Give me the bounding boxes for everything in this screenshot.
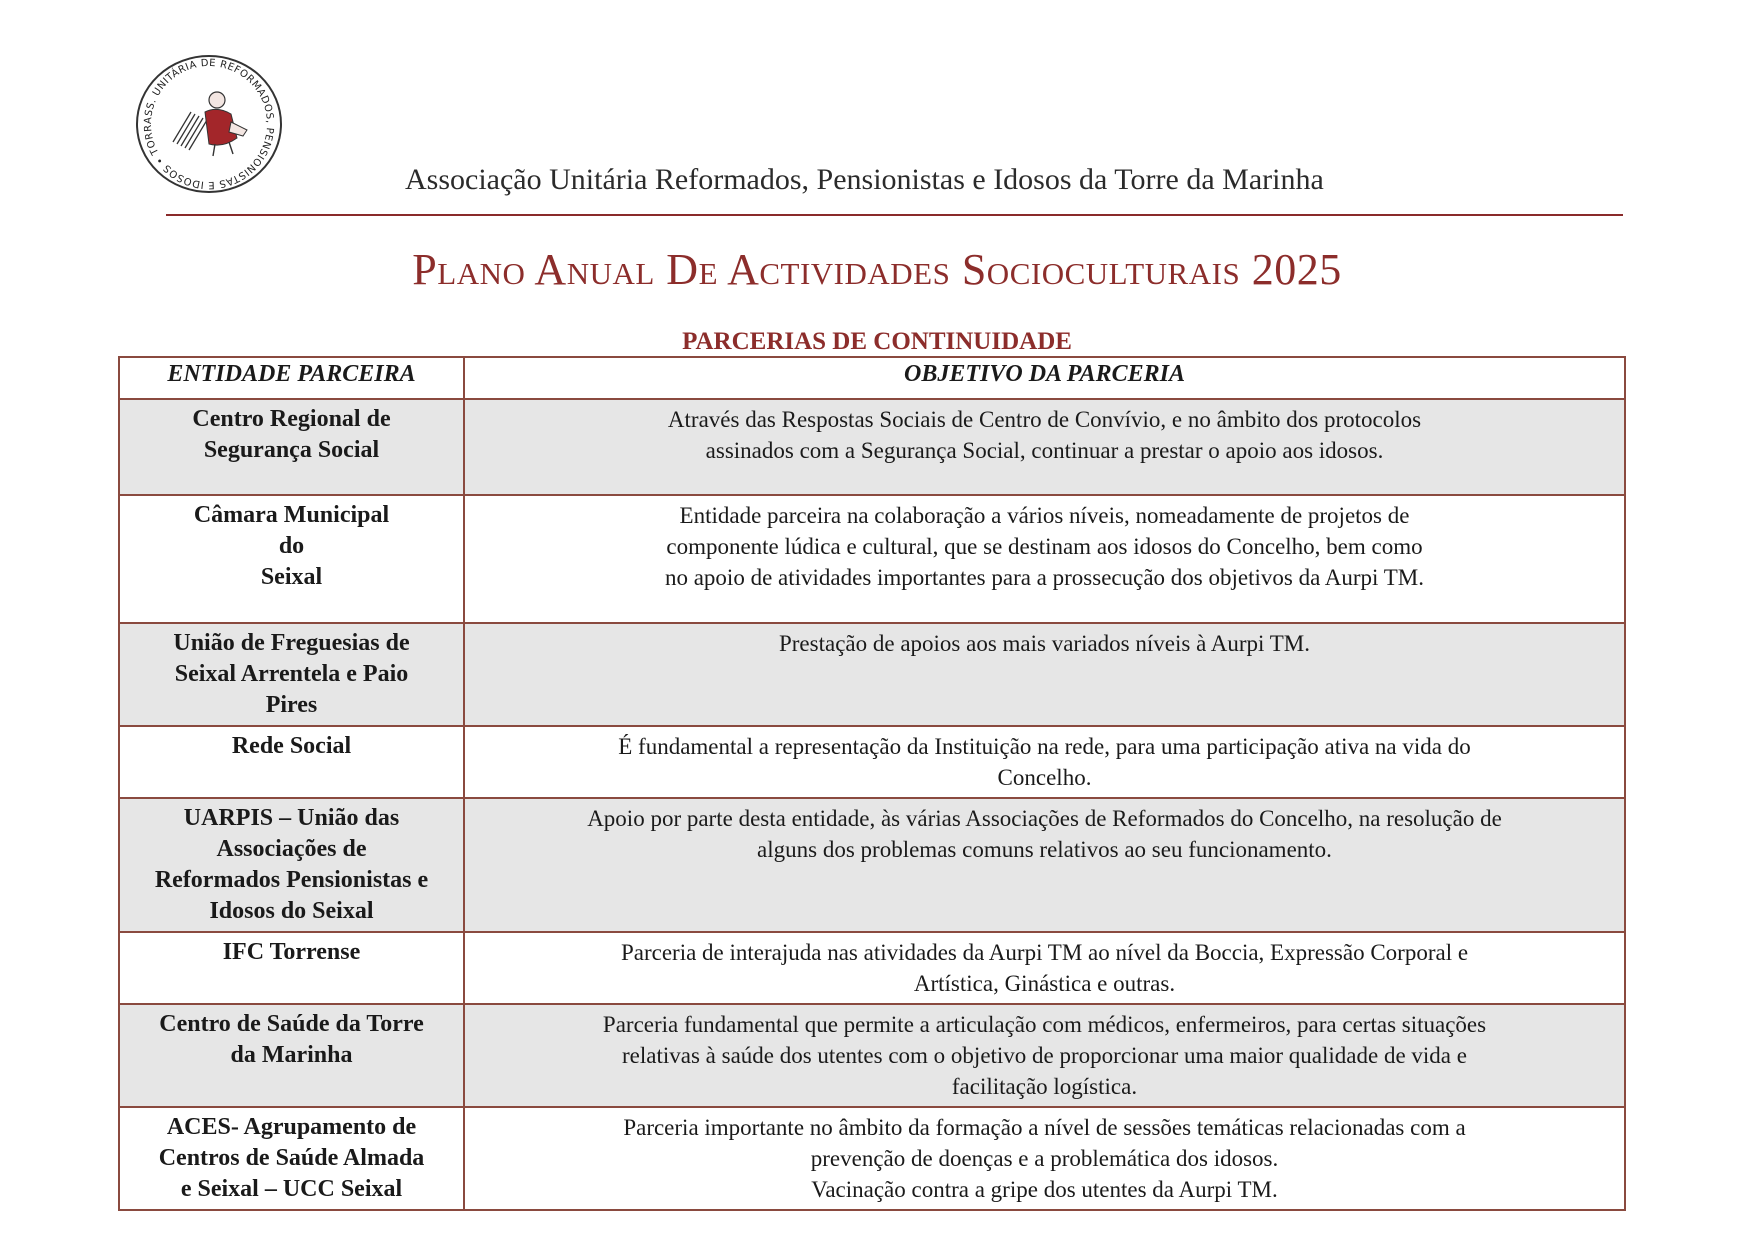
entity-line: Idosos do Seixal <box>209 898 374 924</box>
entity-line: do <box>278 533 305 559</box>
entity-cell <box>119 1107 464 1210</box>
objective-line: Parceria de interajuda nas atividades da Aurpi TM ao nível da Boccia, Expressão Corporal e <box>620 940 1469 965</box>
page-title-year: 2025 <box>1251 245 1342 294</box>
entity-line: Reformados Pensionistas e <box>154 867 429 893</box>
page-title <box>0 244 1754 295</box>
objective-line: Artística, Ginástica e outras. <box>913 971 1176 996</box>
section-title: PARCERIAS DE CONTINUIDADE <box>682 328 1072 355</box>
entity-line: Segurança Social <box>203 437 380 463</box>
table-row <box>119 623 1625 726</box>
entity-line: Câmara Municipal <box>193 502 390 528</box>
objective-cell <box>464 399 1625 495</box>
partnerships-table-body <box>119 399 1625 1210</box>
organization-name: Associação Unitária Reformados, Pensionistas e Idosos da Torre da Marinha <box>405 163 1324 196</box>
objective-line: assinados com a Segurança Social, continuar a prestar o apoio aos idosos. <box>705 438 1384 463</box>
table-row <box>119 932 1625 1004</box>
entity-cell <box>119 399 464 495</box>
entity-cell <box>119 932 464 1004</box>
entity-line: e Seixal – UCC Seixal <box>180 1176 403 1202</box>
entity-cell <box>119 623 464 726</box>
objective-cell <box>464 1004 1625 1107</box>
objective-cell <box>464 798 1625 932</box>
entity-cell <box>119 1004 464 1107</box>
entity-line: Centro Regional de <box>192 406 391 432</box>
entity-line: UARPIS – União das <box>183 805 400 831</box>
objective-line: prevenção de doenças e a problemática dos idosos. <box>810 1146 1279 1171</box>
table-row <box>119 798 1625 932</box>
objective-line: Entidade parceira na colaboração a vários níveis, nomeadamente de projetos de <box>679 503 1410 528</box>
table-header-row <box>119 357 1625 399</box>
entity-line: da Marinha <box>230 1042 353 1068</box>
column-header-objective: OBJETIVO DA PARCERIA <box>464 357 1625 399</box>
objective-line: É fundamental a representação da Instituição na rede, para uma participação ativa na vida do <box>618 734 1471 759</box>
entity-line: ACES- Agrupamento de <box>166 1114 417 1140</box>
objective-line: Através das Respostas Sociais de Centro de Convívio, e no âmbito dos protocolos <box>667 407 1422 432</box>
objective-line: Parceria fundamental que permite a articulação com médicos, enfermeiros, para certas situações <box>602 1012 1487 1037</box>
table-row <box>119 1004 1625 1107</box>
entity-cell <box>119 798 464 932</box>
entity-cell <box>119 495 464 623</box>
table-row <box>119 495 1625 623</box>
logo-ring-text: ASS. UNITÁRIA DE REFORMADOS, PENSIONISTAS E IDOSOS • TORR <box>142 57 276 191</box>
objective-line: Vacinação contra a gripe dos utentes da Aurpi TM. <box>811 1177 1278 1202</box>
entity-line: Pires <box>265 692 318 718</box>
page-title-text: Plano Anual De Actividades Socioculturais <box>412 245 1241 294</box>
entity-line: Seixal <box>260 564 323 590</box>
association-logo <box>133 52 285 196</box>
objective-line: relativas à saúde dos utentes com o objetivo de proporcionar uma maior qualidade de vida e <box>622 1043 1467 1068</box>
table-row <box>119 1107 1625 1210</box>
objective-cell <box>464 932 1625 1004</box>
table-row <box>119 726 1625 798</box>
objective-line: facilitação logística. <box>951 1074 1138 1099</box>
objective-cell <box>464 726 1625 798</box>
header-divider <box>166 214 1623 216</box>
objective-line: no apoio de atividades importantes para a prossecução dos objetivos da Aurpi TM. <box>664 565 1425 590</box>
entity-line: Associações de <box>216 836 367 862</box>
objective-line: componente lúdica e cultural, que se destinam aos idosos do Concelho, bem como <box>666 534 1423 559</box>
entity-line: Seixal Arrentela e Paio <box>174 661 409 687</box>
objective-cell <box>464 1107 1625 1210</box>
objective-line: alguns dos problemas comuns relativos ao seu funcionamento. <box>757 837 1332 862</box>
objective-cell <box>464 495 1625 623</box>
entity-line: Centros de Saúde Almada <box>158 1145 425 1171</box>
entity-cell <box>119 726 464 798</box>
objective-line: Parceria importante no âmbito da formação a nível de sessões temáticas relacionadas com a <box>623 1115 1466 1140</box>
objective-line: Prestação de apoios aos mais variados níveis à Aurpi TM. <box>778 631 1311 656</box>
entity-line: IFC Torrense <box>222 939 361 965</box>
table-row <box>119 399 1625 495</box>
objective-line: Apoio por parte desta entidade, às várias Associações de Reformados do Concelho, na resolução de <box>587 806 1502 831</box>
partnerships-table <box>118 356 1626 1211</box>
entity-line: União de Freguesias de <box>173 630 410 656</box>
objective-line: Concelho. <box>997 765 1092 790</box>
association-seal-icon <box>133 52 285 196</box>
column-header-entity: ENTIDADE PARCEIRA <box>119 357 464 399</box>
entity-line: Rede Social <box>231 733 352 759</box>
objective-cell <box>464 623 1625 726</box>
entity-line: Centro de Saúde da Torre <box>159 1011 424 1037</box>
